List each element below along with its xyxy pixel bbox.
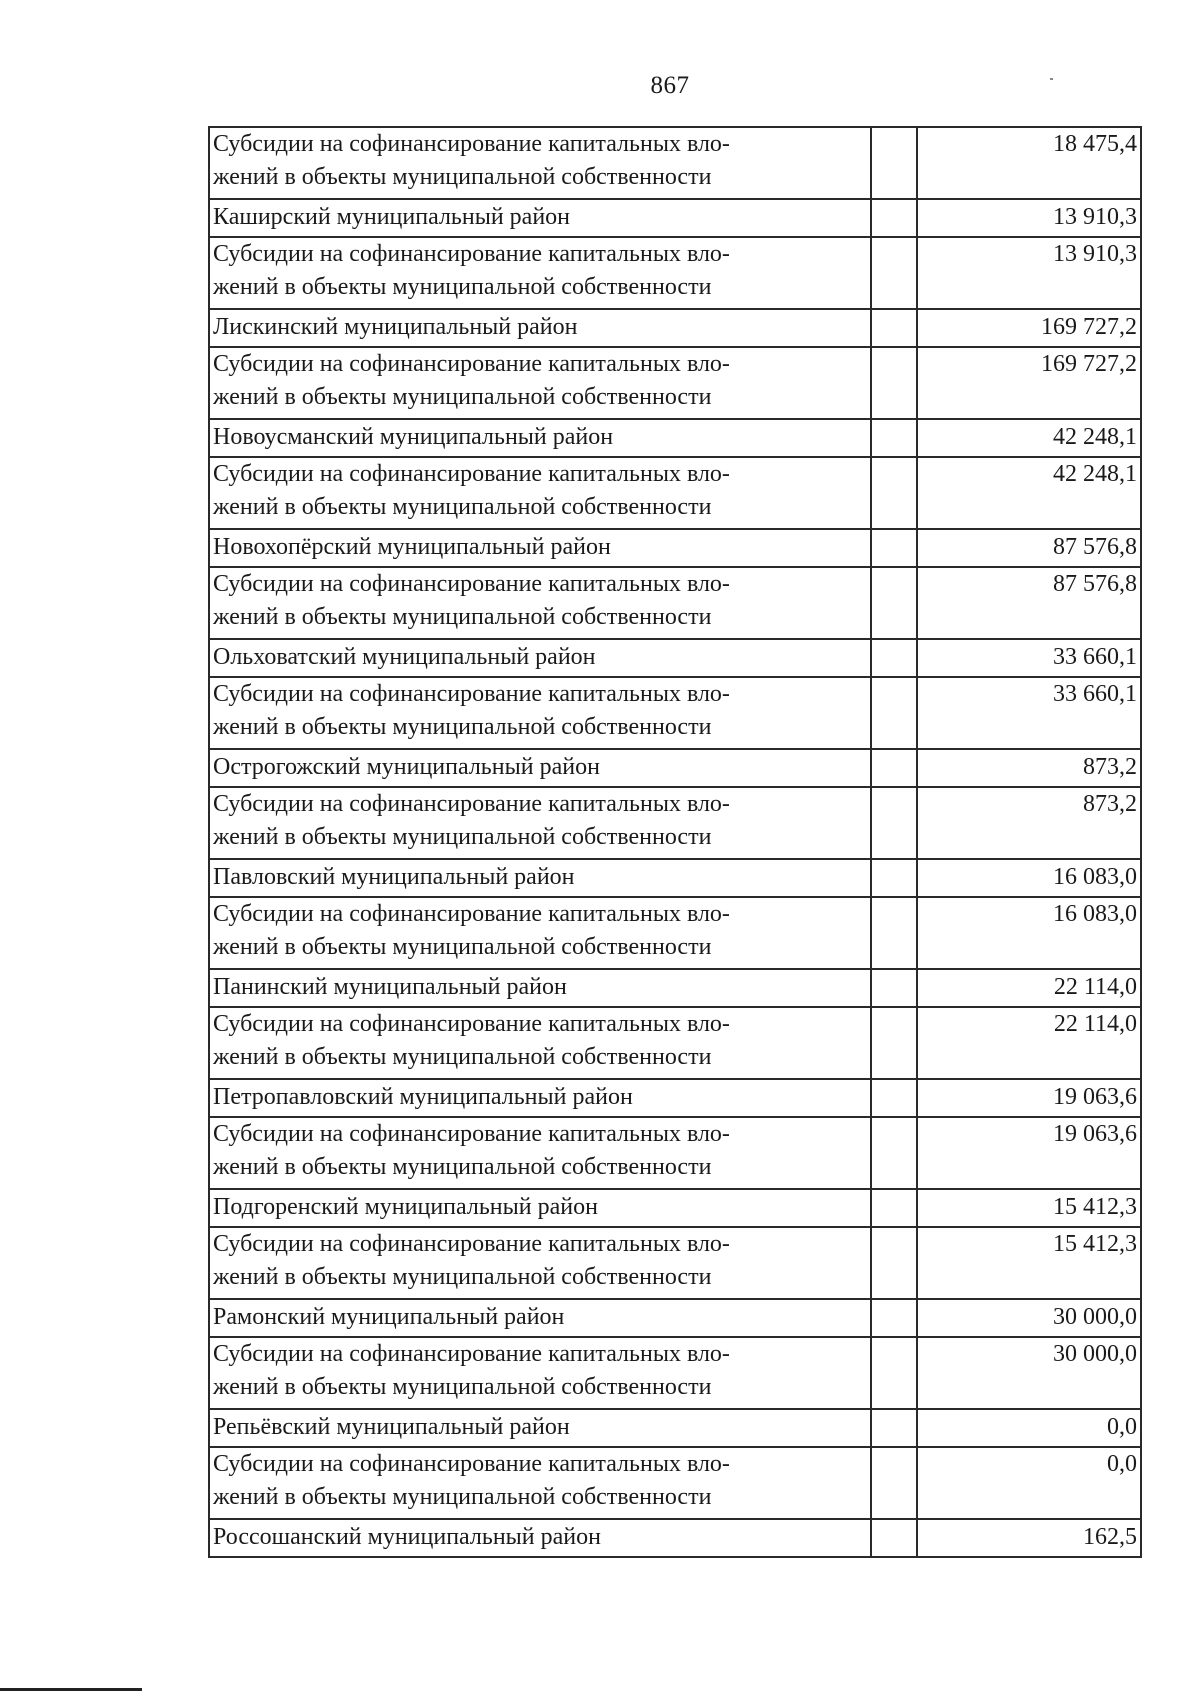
table-row — [209, 529, 1141, 567]
row-code-cell — [871, 859, 917, 897]
row-name-line1: Субсидии на софинансирование капитальных вло- — [213, 1121, 730, 1147]
row-name-cell — [209, 1227, 871, 1299]
table-row — [209, 897, 1141, 969]
row-name-line2: жений в объекты муниципальной собственности — [213, 1374, 712, 1400]
row-value-cell: 0,0 — [917, 1447, 1141, 1519]
row-code-cell — [871, 749, 917, 787]
row-value-cell: 873,2 — [917, 787, 1141, 859]
row-name-line1: Панинский муниципальный район — [213, 974, 567, 1000]
row-code-cell — [871, 199, 917, 237]
table-row — [209, 347, 1141, 419]
row-name-cell — [209, 457, 871, 529]
table-row — [209, 1227, 1141, 1299]
scan-speck — [1050, 78, 1053, 80]
row-code-cell — [871, 1007, 917, 1079]
table-row — [209, 1079, 1141, 1117]
row-value-cell: 169 727,2 — [917, 309, 1141, 347]
row-name-cell — [209, 1519, 871, 1557]
row-code-cell — [871, 1337, 917, 1409]
row-value-cell: 87 576,8 — [917, 567, 1141, 639]
row-value-cell: 13 910,3 — [917, 237, 1141, 309]
row-name-cell — [209, 1409, 871, 1447]
row-code-cell — [871, 1447, 917, 1519]
row-code-cell — [871, 1227, 917, 1299]
row-code-cell — [871, 309, 917, 347]
row-value-cell: 33 660,1 — [917, 677, 1141, 749]
row-name-cell — [209, 749, 871, 787]
row-name-line1: Субсидии на софинансирование капитальных вло- — [213, 241, 730, 267]
table-row — [209, 1409, 1141, 1447]
row-value-cell: 0,0 — [917, 1409, 1141, 1447]
row-name-cell — [209, 529, 871, 567]
row-value-cell: 15 412,3 — [917, 1189, 1141, 1227]
row-code-cell — [871, 567, 917, 639]
row-code-cell — [871, 969, 917, 1007]
row-name-cell — [209, 897, 871, 969]
row-name-cell — [209, 969, 871, 1007]
table-row — [209, 859, 1141, 897]
row-name-cell — [209, 199, 871, 237]
row-name-line1: Новоусманский муниципальный район — [213, 424, 614, 450]
row-name-line2: жений в объекты муниципальной собственности — [213, 1264, 712, 1290]
table-row — [209, 639, 1141, 677]
table-row — [209, 1117, 1141, 1189]
row-name-line1: Россошанский муниципальный район — [213, 1524, 601, 1550]
row-code-cell — [871, 677, 917, 749]
row-name-cell — [209, 1447, 871, 1519]
table-row — [209, 1519, 1141, 1557]
row-name-line1: Репьёвский муниципальный район — [213, 1414, 570, 1440]
row-name-cell — [209, 639, 871, 677]
row-value-cell: 19 063,6 — [917, 1079, 1141, 1117]
row-code-cell — [871, 1299, 917, 1337]
row-name-line1: Субсидии на софинансирование капитальных вло- — [213, 681, 730, 707]
row-name-line1: Субсидии на софинансирование капитальных вло- — [213, 351, 730, 377]
row-name-cell — [209, 309, 871, 347]
row-code-cell — [871, 1519, 917, 1557]
footer-rule — [0, 1688, 142, 1691]
row-name-line1: Каширский муниципальный район — [213, 204, 571, 230]
row-name-cell — [209, 1299, 871, 1337]
table-row — [209, 419, 1141, 457]
row-name-cell — [209, 347, 871, 419]
row-name-line1: Субсидии на софинансирование капитальных вло- — [213, 1011, 730, 1037]
row-name-line2: жений в объекты муниципальной собственности — [213, 824, 712, 850]
row-name-line2: жений в объекты муниципальной собственности — [213, 934, 712, 960]
row-name-line2: жений в объекты муниципальной собственности — [213, 384, 712, 410]
row-code-cell — [871, 347, 917, 419]
table-row — [209, 567, 1141, 639]
table-body — [209, 127, 1141, 1557]
table-row — [209, 677, 1141, 749]
row-value-cell: 16 083,0 — [917, 897, 1141, 969]
row-value-cell: 30 000,0 — [917, 1337, 1141, 1409]
row-code-cell — [871, 1189, 917, 1227]
row-value-cell: 15 412,3 — [917, 1227, 1141, 1299]
row-value-cell: 42 248,1 — [917, 419, 1141, 457]
table-row — [209, 199, 1141, 237]
table-row — [209, 1337, 1141, 1409]
row-value-cell: 13 910,3 — [917, 199, 1141, 237]
table-row — [209, 969, 1141, 1007]
row-code-cell — [871, 419, 917, 457]
row-name-cell — [209, 1007, 871, 1079]
row-value-cell: 22 114,0 — [917, 969, 1141, 1007]
row-value-cell: 30 000,0 — [917, 1299, 1141, 1337]
row-name-cell — [209, 237, 871, 309]
budget-table — [208, 126, 1142, 1558]
row-name-line1: Петропавловский муниципальный район — [213, 1084, 633, 1110]
row-name-cell — [209, 1189, 871, 1227]
row-name-cell — [209, 567, 871, 639]
row-name-line1: Субсидии на софинансирование капитальных вло- — [213, 1451, 730, 1477]
table-row — [209, 237, 1141, 309]
table-row — [209, 1007, 1141, 1079]
row-name-line1: Субсидии на софинансирование капитальных вло- — [213, 571, 730, 597]
row-name-line2: жений в объекты муниципальной собственности — [213, 1154, 712, 1180]
row-value-cell: 873,2 — [917, 749, 1141, 787]
row-code-cell — [871, 529, 917, 567]
row-name-line2: жений в объекты муниципальной собственности — [213, 494, 712, 520]
row-name-line1: Субсидии на софинансирование капитальных вло- — [213, 461, 730, 487]
row-code-cell — [871, 1117, 917, 1189]
row-value-cell: 87 576,8 — [917, 529, 1141, 567]
row-name-line1: Субсидии на софинансирование капитальных вло- — [213, 131, 730, 157]
row-name-line1: Ольховатский муниципальный район — [213, 644, 596, 670]
row-code-cell — [871, 639, 917, 677]
row-name-cell — [209, 677, 871, 749]
row-value-cell: 22 114,0 — [917, 1007, 1141, 1079]
row-name-line2: жений в объекты муниципальной собственности — [213, 1044, 712, 1070]
table-row — [209, 1447, 1141, 1519]
table-row — [209, 1299, 1141, 1337]
row-code-cell — [871, 787, 917, 859]
table-row — [209, 749, 1141, 787]
row-value-cell: 42 248,1 — [917, 457, 1141, 529]
table-row — [209, 787, 1141, 859]
row-code-cell — [871, 127, 917, 199]
row-value-cell: 18 475,4 — [917, 127, 1141, 199]
row-code-cell — [871, 1409, 917, 1447]
row-name-cell — [209, 1117, 871, 1189]
table-row — [209, 1189, 1141, 1227]
row-name-cell — [209, 419, 871, 457]
row-name-cell — [209, 787, 871, 859]
row-code-cell — [871, 897, 917, 969]
row-name-line1: Рамонский муниципальный район — [213, 1304, 565, 1330]
row-code-cell — [871, 457, 917, 529]
page-number: 867 — [650, 72, 690, 99]
row-name-line1: Подгоренский муниципальный район — [213, 1194, 598, 1220]
row-name-line1: Субсидии на софинансирование капитальных вло- — [213, 1231, 730, 1257]
row-code-cell — [871, 1079, 917, 1117]
row-code-cell — [871, 237, 917, 309]
row-name-line2: жений в объекты муниципальной собственности — [213, 1484, 712, 1510]
row-name-line2: жений в объекты муниципальной собственности — [213, 164, 712, 190]
row-name-line2: жений в объекты муниципальной собственности — [213, 274, 712, 300]
table-row — [209, 127, 1141, 199]
row-name-line2: жений в объекты муниципальной собственности — [213, 714, 712, 740]
row-name-cell — [209, 859, 871, 897]
row-name-line2: жений в объекты муниципальной собственности — [213, 604, 712, 630]
row-value-cell: 169 727,2 — [917, 347, 1141, 419]
row-name-line1: Субсидии на софинансирование капитальных вло- — [213, 901, 730, 927]
row-name-line1: Субсидии на софинансирование капитальных вло- — [213, 791, 730, 817]
row-value-cell: 33 660,1 — [917, 639, 1141, 677]
row-name-line1: Павловский муниципальный район — [213, 864, 575, 890]
row-value-cell: 162,5 — [917, 1519, 1141, 1557]
row-value-cell: 16 083,0 — [917, 859, 1141, 897]
row-name-line1: Острогожский муниципальный район — [213, 754, 600, 780]
row-name-line1: Субсидии на софинансирование капитальных вло- — [213, 1341, 730, 1367]
row-value-cell: 19 063,6 — [917, 1117, 1141, 1189]
table-row — [209, 309, 1141, 347]
row-name-cell — [209, 1337, 871, 1409]
row-name-line1: Новохопёрский муниципальный район — [213, 534, 611, 560]
row-name-cell — [209, 127, 871, 199]
table-row — [209, 457, 1141, 529]
row-name-cell — [209, 1079, 871, 1117]
row-name-line1: Лискинский муниципальный район — [213, 314, 578, 340]
